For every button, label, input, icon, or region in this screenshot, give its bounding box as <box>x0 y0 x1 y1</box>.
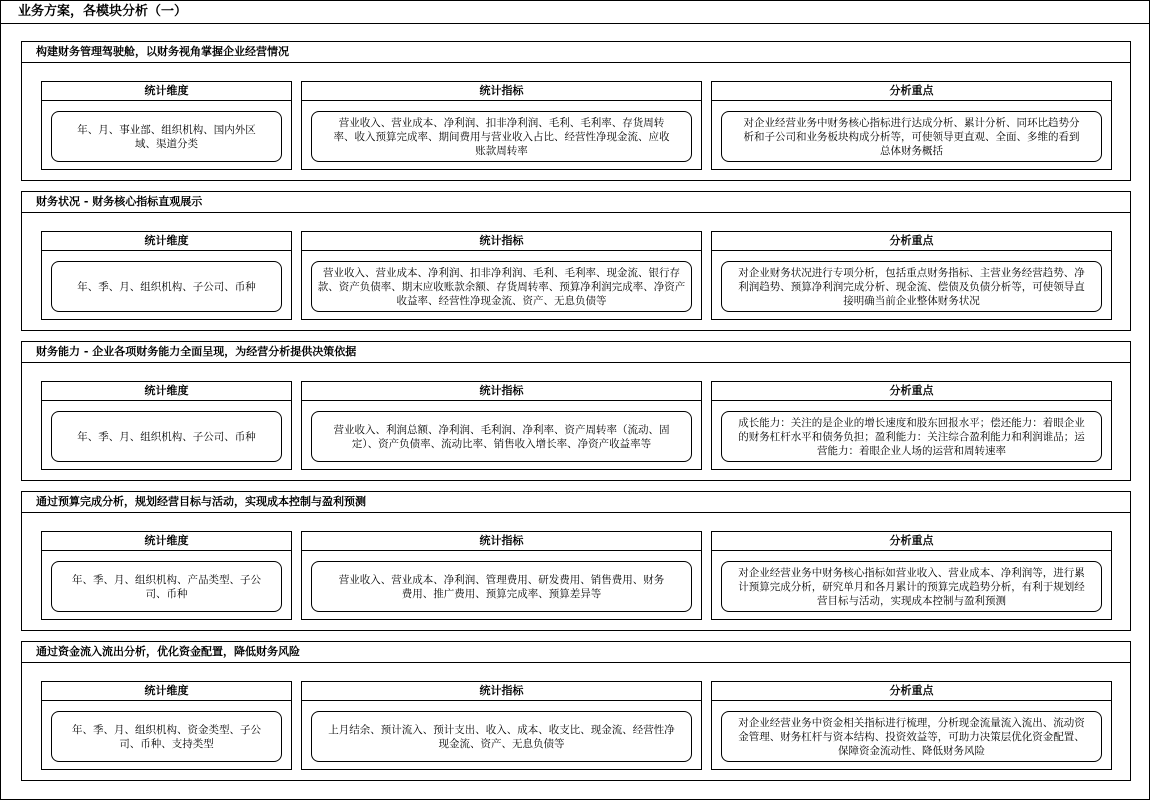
metrics-text: 营业收入、利润总额、净利润、毛利润、净利率、资产周转率（流动、固定）、资产负债率、流动比率、销售收入增长率、净资产收益率等 <box>333 423 670 450</box>
metrics-content <box>311 111 692 162</box>
metrics-header: 统计指标 <box>302 532 701 551</box>
dimension-box <box>41 681 292 770</box>
metrics-box <box>301 231 702 320</box>
metrics-text: 营业收入、营业成本、净利润、管理费用、研发费用、销售费用、财务费用、推广费用、预算完成率、预算差异等 <box>338 573 665 600</box>
dimension-content <box>51 411 282 462</box>
dimension-content <box>51 261 282 312</box>
section-title: 通过资金流入流出分析，优化资金配置，降低财务风险 <box>22 642 1130 663</box>
dimension-header: 统计维度 <box>42 82 291 101</box>
dimension-header: 统计维度 <box>42 682 291 701</box>
page-title: 业务方案，各模块分析（一） <box>1 1 1149 24</box>
focus-text: 对企业经营业务中资金相关指标进行梳理，分析现金流量流入流出、流动资金管理、财务杠杆与资本结构、投资效益等，可助力决策层优化资金配置、保障资金流动性、降低财务风险 <box>738 716 1085 757</box>
dimension-text: 年、季、月、组织机构、子公司、币种 <box>77 430 256 443</box>
metrics-box <box>301 381 702 470</box>
focus-box <box>711 231 1112 320</box>
focus-content <box>721 111 1102 162</box>
dimension-text: 年、季、月、组织机构、产品类型、子公司、币种 <box>72 573 261 600</box>
metrics-box <box>301 681 702 770</box>
focus-header: 分析重点 <box>712 82 1111 101</box>
metrics-header: 统计指标 <box>302 232 701 251</box>
metrics-header: 统计指标 <box>302 682 701 701</box>
focus-text: 对企业经营业务中财务核心指标进行达成分析、累计分析、同环比趋势分析和子公司和业务板块构成分析等，可使领导更直观、全面、多维的看到总体财务概括 <box>743 116 1080 157</box>
dimension-header: 统计维度 <box>42 232 291 251</box>
dimension-text: 年、月、事业部、组织机构、国内外区域、渠道分类 <box>77 123 256 150</box>
focus-header: 分析重点 <box>712 532 1111 551</box>
focus-content <box>721 711 1102 762</box>
section-title: 财务能力 - 企业各项财务能力全面呈现，为经营分析提供决策依据 <box>22 342 1130 363</box>
metrics-text: 营业收入、营业成本、净利润、扣非净利润、毛利、毛利率、现金流、银行存款、资产负债率、期末应收账款余额、存货周转率、预算净利润完成率、净资产收益率、经营性净现金流、资产、无息负债等 <box>317 266 686 307</box>
dimension-box <box>41 81 292 170</box>
section-title: 通过预算完成分析，规划经营目标与活动，实现成本控制与盈利预测 <box>22 492 1130 513</box>
focus-box <box>711 381 1112 470</box>
section-financial-status <box>21 191 1131 331</box>
metrics-box <box>301 531 702 620</box>
section-dashboard <box>21 41 1131 181</box>
section-title: 构建财务管理驾驶舱，以财务视角掌握企业经营情况 <box>22 42 1130 63</box>
section-title: 财务状况 - 财务核心指标直观展示 <box>22 192 1130 213</box>
metrics-header: 统计指标 <box>302 82 701 101</box>
focus-box <box>711 531 1112 620</box>
dimension-box <box>41 231 292 320</box>
focus-header: 分析重点 <box>712 682 1111 701</box>
dimension-box <box>41 531 292 620</box>
focus-text: 对企业财务状况进行专项分析，包括重点财务指标、主营业务经营趋势、净利润趋势、预算净利润完成分析、现金流、偿债及负债分析等，可使领导直接明确当前企业整体财务状况 <box>738 266 1085 307</box>
dimension-header: 统计维度 <box>42 382 291 401</box>
metrics-content <box>311 561 692 612</box>
dimension-text: 年、季、月、组织机构、资金类型、子公司、币种、支持类型 <box>72 723 261 750</box>
section-budget-analysis <box>21 491 1131 631</box>
metrics-header: 统计指标 <box>302 382 701 401</box>
dimension-content <box>51 561 282 612</box>
focus-text: 成长能力：关注的是企业的增长速度和股东回报水平；偿还能力：着眼企业的财务杠杆水平和债务负担；盈利能力：关注综合盈利能力和利润谁品；运营能力：着眼企业人场的运营和周转速率 <box>738 416 1085 457</box>
dimension-content <box>51 111 282 162</box>
dimension-box <box>41 381 292 470</box>
dimension-header: 统计维度 <box>42 532 291 551</box>
dimension-content <box>51 711 282 762</box>
metrics-box <box>301 81 702 170</box>
focus-content <box>721 411 1102 462</box>
focus-box <box>711 681 1112 770</box>
focus-box <box>711 81 1112 170</box>
section-cash-flow <box>21 641 1131 781</box>
metrics-content <box>311 711 692 762</box>
focus-header: 分析重点 <box>712 382 1111 401</box>
metrics-text: 上月结余、预计流入、预计支出、收入、成本、收支比、现金流、经营性净现金流、资产、无息负债等 <box>328 723 675 750</box>
metrics-content <box>311 261 692 312</box>
focus-content <box>721 561 1102 612</box>
dimension-text: 年、季、月、组织机构、子公司、币种 <box>77 280 256 293</box>
metrics-text: 营业收入、营业成本、净利润、扣非净利润、毛利、毛利率、存货周转率、收入预算完成率、期间费用与营业收入占比、经营性净现金流、应收账款周转率 <box>333 116 670 157</box>
focus-header: 分析重点 <box>712 232 1111 251</box>
metrics-content <box>311 411 692 462</box>
section-financial-capability <box>21 341 1131 481</box>
focus-content <box>721 261 1102 312</box>
focus-text: 对企业经营业务中财务核心指标如营业收入、营业成本、净利润等，进行累计预算完成分析，研究单月和各月累计的预算完成趋势分析，有利于规划经营目标与活动，实现成本控制与盈利预测 <box>738 566 1085 607</box>
